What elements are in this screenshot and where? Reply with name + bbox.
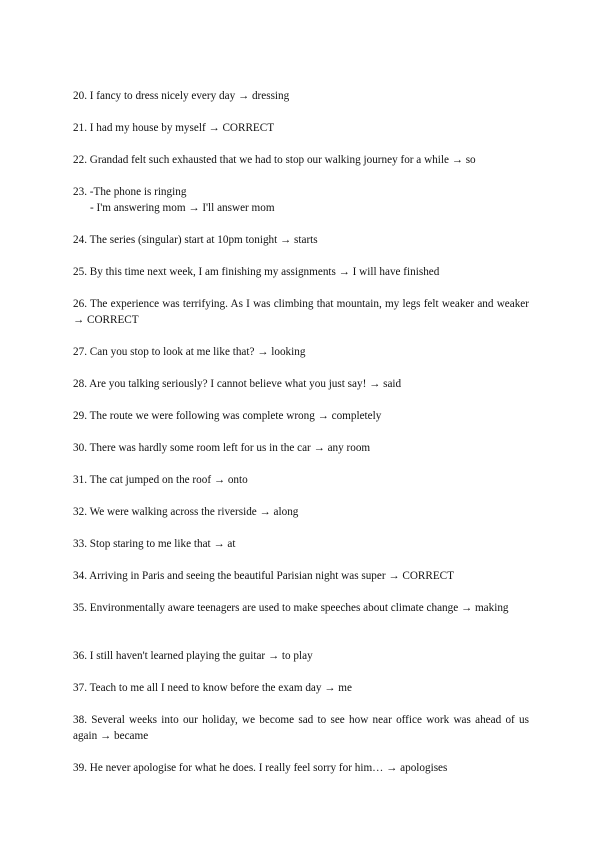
exercise-item-39: [73, 760, 529, 776]
item-text: Stop staring to me like that → at: [89, 538, 236, 550]
item-text: Grandad felt such exhausted that we had to stop our walking journey for a while → so: [89, 154, 476, 166]
item-number: 21.: [73, 122, 87, 134]
exercise-item-23: [73, 184, 529, 216]
exercise-item-36: [73, 648, 529, 664]
item-number: 34.: [73, 570, 87, 582]
item-text: Are you talking seriously? I cannot believe what you just say! → said: [89, 378, 402, 390]
item-text: Can you stop to look at me like that? → looking: [89, 346, 306, 358]
item-text: I still haven't learned playing the guitar → to play: [89, 650, 313, 662]
exercise-item-22: [73, 152, 529, 168]
item-text: We were walking across the riverside → along: [89, 506, 299, 518]
item-number: 39.: [73, 762, 87, 774]
item-text-line-2: - I'm answering mom → I'll answer mom: [90, 202, 275, 214]
exercise-item-38: [73, 712, 529, 744]
item-number: 30.: [73, 442, 87, 454]
item-number: 35.: [73, 602, 87, 614]
item-number: 31.: [73, 474, 87, 486]
exercise-item-28: [73, 376, 529, 392]
item-text: Arriving in Paris and seeing the beautiful Parisian night was super → CORRECT: [89, 570, 454, 582]
item-text: He never apologise for what he does. I really feel sorry for him… → apologises: [89, 762, 448, 774]
exercise-item-35: [73, 600, 529, 616]
item-text: There was hardly some room left for us in the car → any room: [89, 442, 371, 454]
exercise-item-33: [73, 536, 529, 552]
exercise-item-29: [73, 408, 529, 424]
item-text: Several weeks into our holiday, we become sad to see how near office work was ahead of us again → became: [73, 714, 529, 742]
item-number: 28.: [73, 378, 87, 390]
exercise-item-34: [73, 568, 529, 584]
exercise-item-30: [73, 440, 529, 456]
item-text: I had my house by myself → CORRECT: [89, 122, 275, 134]
item-text: By this time next week, I am finishing my assignments → I will have finished: [89, 266, 440, 278]
item-number: 32.: [73, 506, 87, 518]
item-text: The route we were following was complete wrong → completely: [89, 410, 382, 422]
item-number: 38.: [73, 714, 87, 726]
item-text: Teach to me all I need to know before the exam day → me: [89, 682, 352, 694]
exercise-item-24: [73, 232, 529, 248]
exercise-item-37: [73, 680, 529, 696]
item-number: 36.: [73, 650, 87, 662]
item-number: 20.: [73, 90, 87, 102]
item-number: 27.: [73, 346, 87, 358]
exercise-item-27: [73, 344, 529, 360]
exercise-item-25: [73, 264, 529, 280]
item-line-1: [73, 184, 529, 200]
item-number: 33.: [73, 538, 87, 550]
exercise-item-31: [73, 472, 529, 488]
exercise-item-26: [73, 296, 529, 328]
item-number: 25.: [73, 266, 87, 278]
item-text: -The phone is ringing: [89, 186, 187, 198]
item-number: 29.: [73, 410, 87, 422]
item-number: 24.: [73, 234, 87, 246]
item-text: Environmentally aware teenagers are used to make speeches about climate change → making: [89, 602, 509, 614]
item-text: The series (singular) start at 10pm tonight → starts: [89, 234, 318, 246]
item-text: The experience was terrifying. As I was climbing that mountain, my legs felt weaker and weaker → CORRECT: [73, 298, 529, 326]
item-text: The cat jumped on the roof → onto: [89, 474, 248, 486]
item-text: I fancy to dress nicely every day → dressing: [89, 90, 290, 102]
item-number: 37.: [73, 682, 87, 694]
exercise-item-20: [73, 88, 529, 104]
item-number: 26.: [73, 298, 87, 310]
exercise-item-32: [73, 504, 529, 520]
item-number: 22.: [73, 154, 87, 166]
exercise-item-21: [73, 120, 529, 136]
item-number: 23.: [73, 186, 87, 198]
